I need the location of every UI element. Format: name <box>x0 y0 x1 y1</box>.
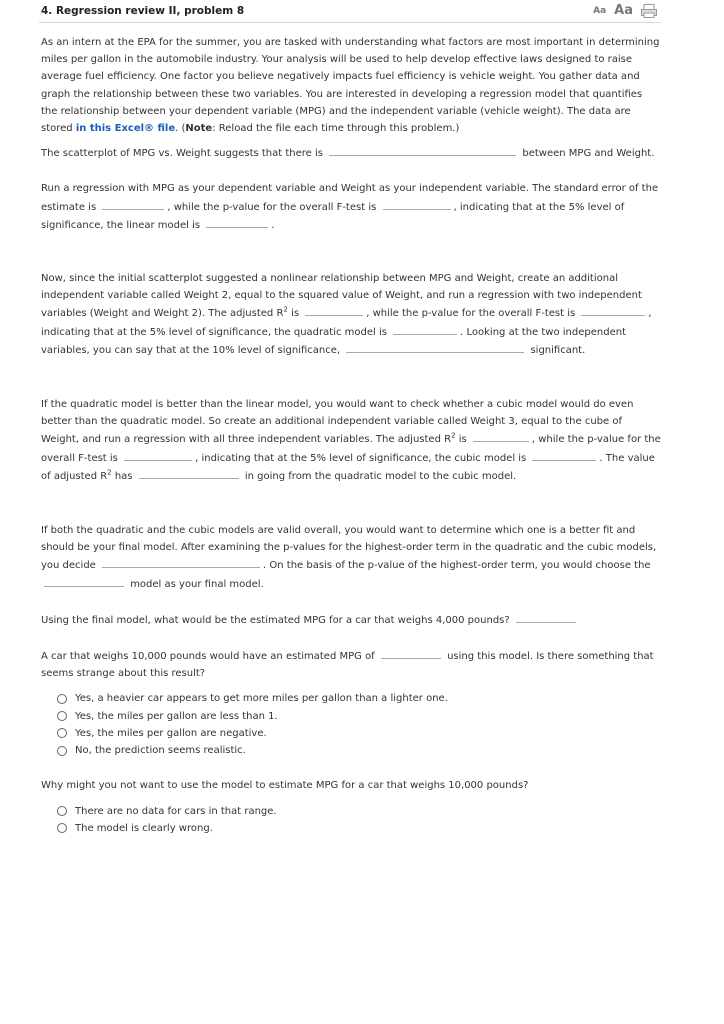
q5-text-2: . On the basis of the p-value of the highest-order term, you would choose the <box>263 560 651 572</box>
option-label: No, the prediction seems realistic. <box>75 745 246 757</box>
q4-superscript: 2 <box>451 432 456 441</box>
q4-superscript-2: 2 <box>107 468 112 477</box>
q2-text-1: Run a regression with MPG as your dependent variable and Weight as your independent variable. The standard error of the estimate is <box>41 183 659 213</box>
q3-text-3: , while the p-value for the overall F-test is <box>366 308 576 320</box>
option-label: There are no data for cars in that range. <box>75 805 277 817</box>
q6-text: Using the final model, what would be the estimated MPG for a car that weighs 4,000 pounds? <box>41 614 510 626</box>
question-mpg-4000 <box>41 611 661 629</box>
print-icon[interactable] <box>641 4 657 18</box>
cubic-model-significance-dropdown[interactable] <box>532 449 596 461</box>
q3-text-5: . Looking at the two independent variables, you can say that at the 10% level of significance, <box>41 326 626 356</box>
q5-text-3: model as your final model. <box>130 578 264 590</box>
q2-text-2: , while the p-value for the overall F-test is <box>167 201 377 213</box>
radio-button-icon[interactable] <box>57 728 67 738</box>
linear-f-pvalue-input[interactable] <box>383 198 451 210</box>
question-linear-regression <box>41 180 661 234</box>
q7-text-1: A car that weighs 10,000 pounds would have an estimated MPG of <box>41 651 375 663</box>
q1-text-after: between MPG and Weight. <box>522 148 655 160</box>
cubic-f-pvalue-input[interactable] <box>124 449 192 461</box>
adj-r2-change-dropdown[interactable] <box>139 467 239 479</box>
q1-text-before: The scatterplot of MPG vs. Weight suggests that there is <box>41 148 323 160</box>
radio-button-icon[interactable] <box>57 694 67 704</box>
q3-superscript: 2 <box>283 306 288 315</box>
option-label: Yes, a heavier car appears to get more miles per gallon than a lighter one. <box>75 693 448 705</box>
strange-result-option[interactable] <box>57 708 661 725</box>
linear-model-significance-dropdown[interactable] <box>206 216 268 228</box>
q4-text-4: , indicating that at the 5% level of significance, the cubic model is <box>195 452 527 464</box>
q3-text-2: is <box>287 308 300 320</box>
problem-title: 4. Regression review II, problem 8 <box>41 5 245 17</box>
question-mpg-10000 <box>41 647 661 682</box>
question-final-model <box>41 522 661 593</box>
intro-text-after-link: . ( <box>175 123 186 135</box>
question-quadratic-regression <box>41 270 661 359</box>
question-scatterplot <box>41 144 661 162</box>
model-decision-dropdown[interactable] <box>102 556 260 568</box>
final-model-dropdown[interactable] <box>44 575 124 587</box>
q2-text-3: , indicating that at the 5% level of significance, the linear model is <box>41 201 625 231</box>
q4-text-2: is <box>455 434 467 446</box>
problem-content <box>41 34 661 837</box>
quadratic-variables-significance-dropdown[interactable] <box>346 341 524 353</box>
q7-text-2: using this model. Is there something that seems strange about this result? <box>41 651 654 680</box>
radio-button-icon[interactable] <box>57 746 67 756</box>
question-extrapolation <box>41 777 661 794</box>
q4-text-5: . The value of adjusted R <box>41 452 655 482</box>
q3-text-1: Now, since the initial scatterplot suggested a nonlinear relationship between MPG and Weight, create an additional independent variable called Weight 2, equal to the squared value of Weight, and run a regression with two independent variables (Weight and Weight 2). The adjusted R <box>41 273 642 320</box>
mpg-10000-input[interactable] <box>381 647 441 659</box>
excel-file-link[interactable]: in this Excel® file <box>75 123 176 135</box>
quadratic-f-pvalue-input[interactable] <box>581 304 645 316</box>
q4-text-3: , while the p-value for the overall F-test is <box>41 434 661 464</box>
question-cubic-regression <box>41 396 661 485</box>
q4-text-1: If the quadratic model is better than the linear model, you would want to check whether a cubic model would do even better than the quadratic model. So create an additional independent variable called Weight 3, equal to the cube of Weight, and run a regression with all three independent variables. The adjusted R <box>41 399 634 446</box>
std-error-input[interactable] <box>102 198 164 210</box>
font-increase-button[interactable]: Aa <box>614 3 633 18</box>
q3-text-4: , indicating that at the 5% level of significance, the quadratic model is <box>41 308 652 338</box>
strange-result-option[interactable] <box>57 742 661 759</box>
font-decrease-button[interactable]: Aa <box>593 5 607 16</box>
q5-text-1: If both the quadratic and the cubic models are valid overall, you would want to determine which one is a better fit and should be your final model. After examining the p-values for the highest-order term in the quadratic and the cubic models, you decide <box>41 525 657 572</box>
radio-button-icon[interactable] <box>57 823 67 833</box>
strange-result-option[interactable] <box>57 725 661 742</box>
quadratic-adj-r2-input[interactable] <box>305 304 363 316</box>
header-bar <box>39 0 661 23</box>
q4-text-6: has <box>111 470 133 482</box>
extrapolation-options <box>57 803 661 837</box>
header-tools <box>593 3 657 18</box>
extrapolation-option[interactable] <box>57 803 661 820</box>
extrapolation-option[interactable] <box>57 820 661 837</box>
note-label: Note <box>185 123 213 135</box>
q4-text-7: in going from the quadratic model to the cubic model. <box>244 470 517 482</box>
radio-button-icon[interactable] <box>57 711 67 721</box>
q8-text: Why might you not want to use the model to estimate MPG for a car that weighs 10,000 pounds? <box>41 780 529 792</box>
relationship-dropdown[interactable] <box>329 144 516 156</box>
intro-paragraph <box>41 34 661 137</box>
quadratic-model-significance-dropdown[interactable] <box>393 323 457 335</box>
q2-text-4: . <box>271 219 275 231</box>
option-label: Yes, the miles per gallon are negative. <box>75 727 267 739</box>
strange-result-option[interactable] <box>57 690 661 707</box>
mpg-4000-input[interactable] <box>516 611 576 623</box>
radio-button-icon[interactable] <box>57 806 67 816</box>
note-text: : Reload the file each time through this problem.) <box>212 123 460 135</box>
strange-result-options <box>57 690 661 759</box>
q3-text-6: significant. <box>530 344 586 356</box>
cubic-adj-r2-input[interactable] <box>473 430 529 442</box>
intro-text: As an intern at the EPA for the summer, you are tasked with understanding what factors are most important in determining miles per gallon in the automobile industry. Your analysis will be used to help develop effective laws designed to raise average fuel efficiency. One factor you believe negatively impacts fuel efficiency is vehicle weight. You gather data and graph the relationship between these two variables. You are interested in developing a regression model that quantifies the relationship between your dependent variable (MPG) and the independent variable (vehicle weight). The data are stored <box>41 37 660 135</box>
option-label: Yes, the miles per gallon are less than 1. <box>75 710 278 722</box>
option-label: The model is clearly wrong. <box>75 822 213 834</box>
